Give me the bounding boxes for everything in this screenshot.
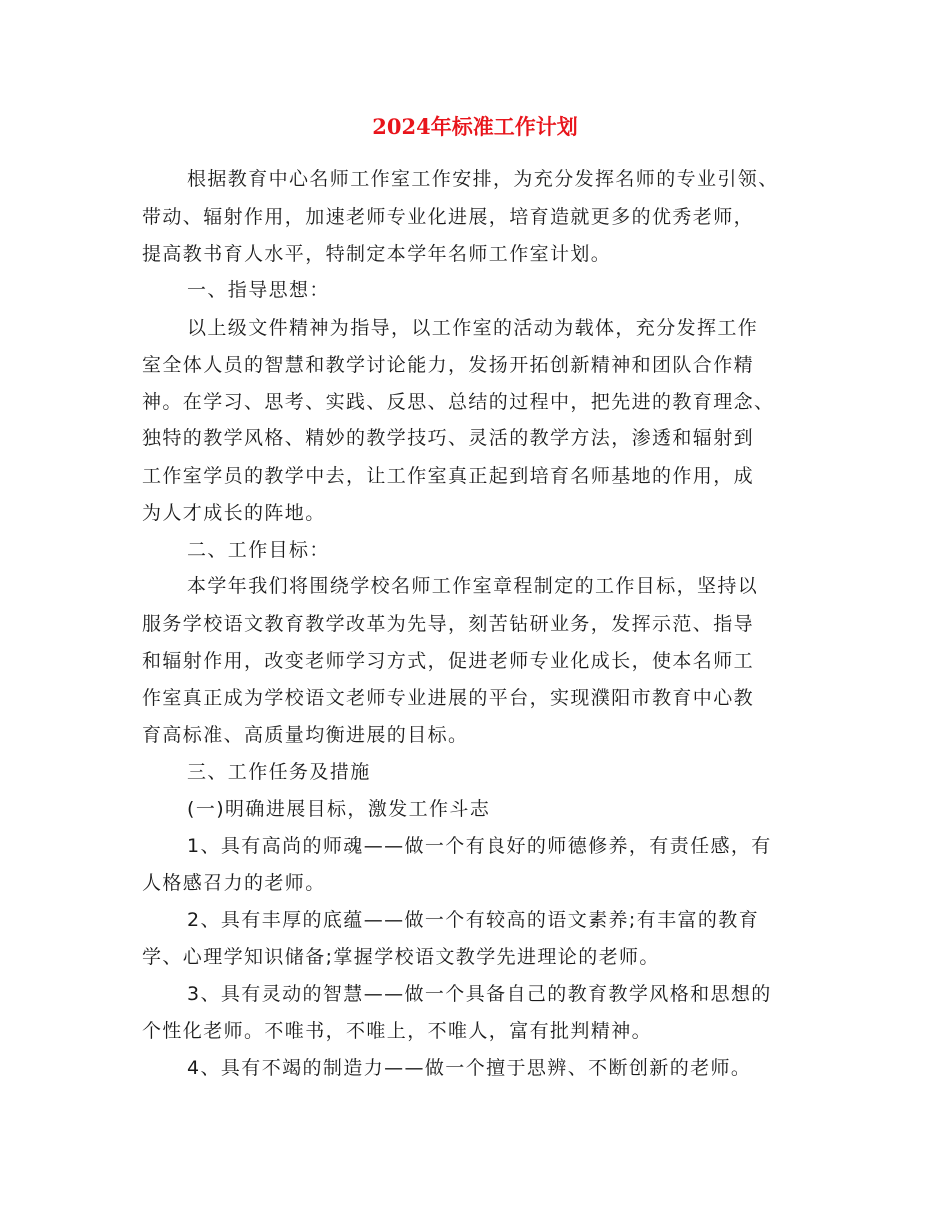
section-heading: 一、指导思想： [187, 279, 330, 301]
list-item-line: 学、心理学知识储备;掌握学校语文教学先进理论的老师。 [142, 946, 660, 968]
paragraph-line: 作室真正成为学校语文老师专业进展的平台，实现濮阳市教育中心教 [142, 687, 755, 709]
paragraph-line: 提高教书育人水平，特制定本学年名师工作室计划。 [142, 243, 612, 265]
paragraph-line: 本学年我们将围绕学校名师工作室章程制定的工作目标，坚持以 [187, 575, 759, 597]
subsection-heading: (一)明确进展目标，激发工作斗志 [187, 798, 491, 820]
paragraph-line: 带动、辐射作用，加速老师专业化进展，培育造就更多的优秀老师， [142, 206, 755, 228]
paragraph-line: 独特的教学风格、精妙的教学技巧、灵活的教学方法，渗透和辐射到 [142, 427, 755, 449]
document-title: 2024年标准工作计划 [372, 114, 578, 139]
paragraph-line: 根据教育中心名师工作室工作安排，为充分发挥名师的专业引领、 [187, 168, 779, 190]
paragraph-line: 工作室学员的教学中去，让工作室真正起到培育名师基地的作用，成 [142, 465, 755, 487]
paragraph-line: 以上级文件精神为指导，以工作室的活动为载体，充分发挥工作 [187, 317, 759, 339]
paragraph-line: 育高标准、高质量均衡进展的目标。 [142, 724, 469, 746]
section-heading: 二、工作目标： [187, 539, 330, 561]
section-heading: 三、工作任务及措施 [187, 761, 371, 783]
list-item-line: 个性化老师。不唯书，不唯上，不唯人，富有批判精神。 [142, 1020, 653, 1042]
list-item-line: 人格感召力的老师。 [142, 872, 326, 894]
paragraph-line: 室全体人员的智慧和教学讨论能力，发扬开拓创新精神和团队合作精 [142, 354, 755, 376]
list-item-line: 2、具有丰厚的底蕴——做一个有较高的语文素养;有丰富的教育 [187, 909, 760, 931]
paragraph-line: 神。在学习、思考、实践、反思、总结的过程中，把先进的教育理念、 [142, 391, 775, 413]
list-item-line: 4、具有不竭的制造力——做一个擅于思辨、不断创新的老师。 [187, 1057, 752, 1079]
list-item-line: 1、具有高尚的师魂——做一个有良好的师德修养，有责任感，有 [187, 835, 772, 857]
list-item-line: 3、具有灵动的智慧——做一个具备自己的教育教学风格和思想的 [187, 983, 772, 1005]
paragraph-line: 和辐射作用，改变老师学习方式，促进老师专业化成长，使本名师工 [142, 650, 755, 672]
paragraph-line: 服务学校语文教育教学改革为先导，刻苦钻研业务，发挥示范、指导 [142, 613, 755, 635]
paragraph-line: 为人才成长的阵地。 [142, 502, 326, 524]
